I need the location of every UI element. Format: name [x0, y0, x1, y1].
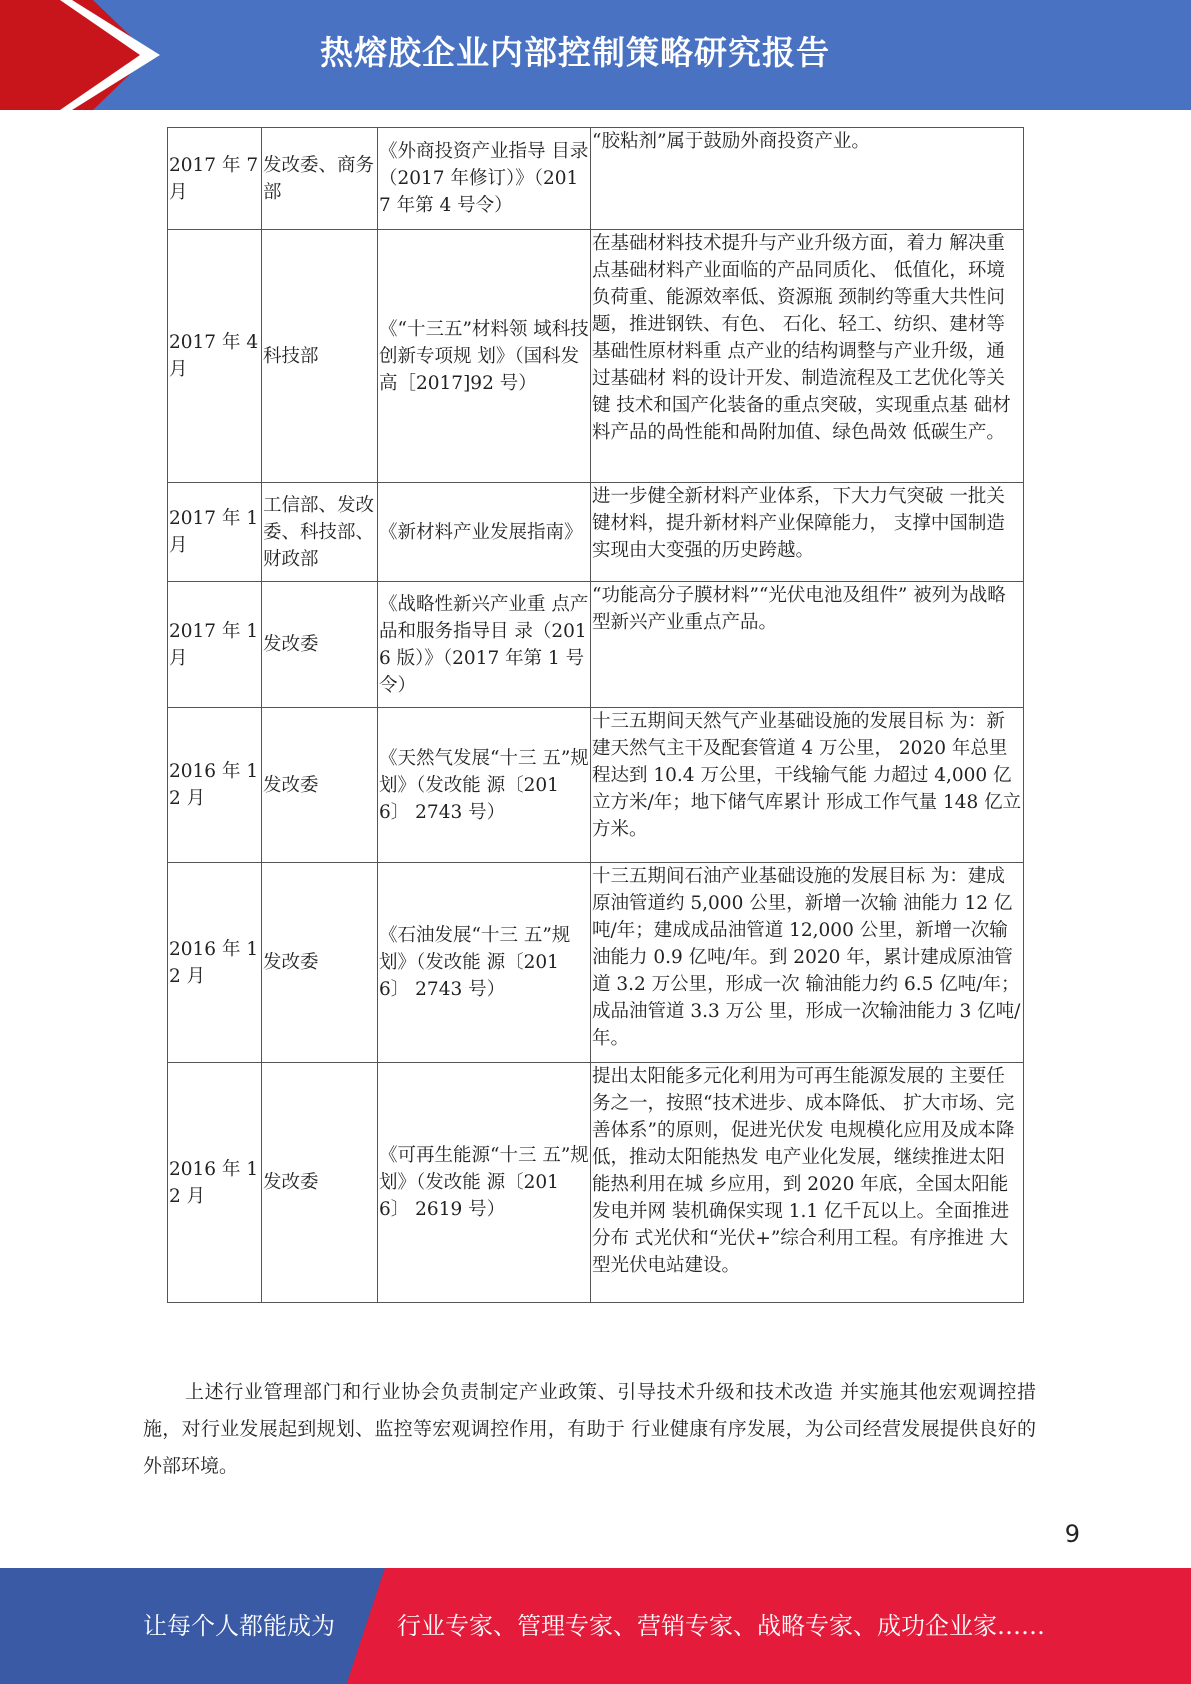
body-paragraph: 上述行业管理部门和行业协会负责制定产业政策、引导技术升级和技术改造 并实施其他宏观调控措施，对行业发展起到规划、监控等宏观调控作用，有助于 行业健康有序发展，为公司经营发展提供良好的外部环境。: [143, 1381, 1036, 1477]
table-row: [168, 1063, 1024, 1303]
content-cell: 十三五期间石油产业基础设施的发展目标 为：建成原油管道约 5,000 公里，新增一次输 油能力 12 亿吨/年；建成成品油管道 12,000 公里，新增一次输油能力 0.9 亿吨/年。到 2020 年，累计建成原油管道 3.2 万公里，形成一次 输油能力约 6.5 亿吨/年；成品油管道 3.3 万公 里，形成一次输油能力 3 亿吨/年。: [591, 863, 1024, 1063]
department-cell: 工信部、发改委、科技部、财政部: [262, 483, 378, 582]
table-row: [168, 708, 1024, 863]
department-cell: 科技部: [262, 230, 378, 483]
document-cell: 《天然气发展“十三 五”规划》（发改能 源〔2016〕 2743 号）: [378, 708, 591, 863]
department-cell: 发改委: [262, 582, 378, 708]
date-cell: 2016 年 12 月: [168, 708, 262, 863]
document-cell: 《石油发展“十三 五”规划》（发改能 源〔2016〕 2743 号）: [378, 863, 591, 1063]
date-cell: 2016 年 12 月: [168, 863, 262, 1063]
table-row: [168, 863, 1024, 1063]
date-cell: 2017 年 4 月: [168, 230, 262, 483]
footer-slogan-left: 让每个人都能成为: [143, 1612, 335, 1640]
date-cell: 2017 年 1 月: [168, 582, 262, 708]
department-cell: 发改委: [262, 863, 378, 1063]
table-row: [168, 582, 1024, 708]
table-row: [168, 230, 1024, 483]
footer-slogan-right: 行业专家、管理专家、营销专家、战略专家、成功企业家……: [397, 1612, 1045, 1640]
content-cell: “胶粘剂”属于鼓励外商投资产业。: [591, 128, 1024, 230]
document-cell: 《可再生能源“十三 五”规划》（发改能 源〔2016〕 2619 号）: [378, 1063, 591, 1303]
content-cell: 十三五期间天然气产业基础设施的发展目标 为：新建天然气主干及配套管道 4 万公里， 2020 年总里程达到 10.4 万公里，干线输气能 力超过 4,000 亿立方米/年；地下储气库累计 形成工作气量 148 亿立方米。: [591, 708, 1024, 863]
department-cell: 发改委: [262, 708, 378, 863]
table-row: [168, 128, 1024, 230]
content-cell: 进一步健全新材料产业体系，下大力气突破 一批关键材料，提升新材料产业保障能力， 支撑中国制造实现由大变强的历史跨越。: [591, 483, 1024, 582]
policy-table: [167, 127, 1024, 1303]
document-cell: 《战略性新兴产业重 点产品和服务指导目 录（2016 版）》（2017 年第 1 号令）: [378, 582, 591, 708]
header-red-arrow: [0, 0, 150, 110]
content-cell: 提出太阳能多元化利用为可再生能源发展的 主要任务之一，按照“技术进步、成本降低、 扩大市场、完善体系”的原则，促进光伏发 电规模化应用及成本降低，推动太阳能热发 电产业化发展，继续推进太阳能热利用在城 乡应用，到 2020 年底，全国太阳能发电并网 装机确保实现 1.1 亿千瓦以上。全面推进分布 式光伏和“光伏+”综合利用工程。有序推进 大型光伏电站建设。: [591, 1063, 1024, 1303]
content-cell: 在基础材料技术提升与产业升级方面，着力 解决重点基础材料产业面临的产品同质化、 低值化，环境负荷重、能源效率低、资源瓶 颈制约等重大共性问题，推进钢铁、有色、 石化、轻工、纺织、建材等基础性原材料重 点产业的结构调整与产业升级，通过基础材 料的设计开发、制造流程及工艺优化等关键 技术和国产化装备的重点突破，实现重点基 础材料产品的咼性能和咼附加值、绿色咼效 低碳生产。: [591, 230, 1024, 483]
content-cell: “功能高分子膜材料”“光伏电池及组件” 被列为战略型新兴产业重点产品。: [591, 582, 1024, 708]
date-cell: 2017 年 7 月: [168, 128, 262, 230]
page-header: [0, 0, 1191, 110]
department-cell: 发改委: [262, 1063, 378, 1303]
document-cell: 《外商投资产业指导 目录（2017 年修订）》（2017 年第 4 号令）: [378, 128, 591, 230]
table-row: [168, 483, 1024, 582]
page-number: 9: [1064, 1520, 1080, 1548]
document-cell: 《新材料产业发展指南》: [378, 483, 591, 582]
page-footer: [0, 1568, 1191, 1684]
date-cell: 2016 年 12 月: [168, 1063, 262, 1303]
date-cell: 2017 年 1 月: [168, 483, 262, 582]
department-cell: 发改委、商务部: [262, 128, 378, 230]
report-title: 热熔胶企业内部控制策略研究报告: [320, 33, 830, 72]
document-cell: 《“十三五”材料领 域科技创新专项规 划》（国科发高［2017]92 号）: [378, 230, 591, 483]
